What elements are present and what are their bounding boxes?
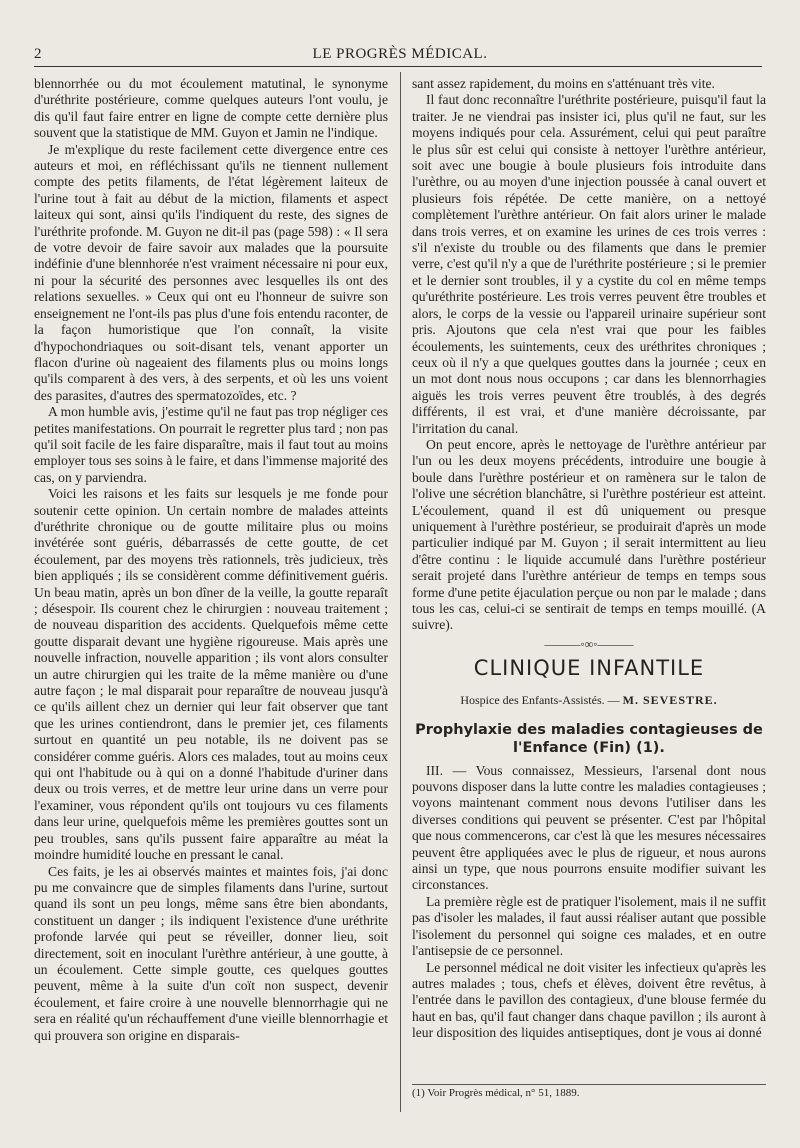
article-title: Prophylaxie des maladies contagieuses de l'Enfance (Fin) (1). [415, 721, 763, 756]
source-line [412, 692, 766, 708]
paragraph: La première règle est de pratiquer l'isolement, mais il ne suffit pas d'isoler les malades, il faut aussi réaliser autant que possible l'isolement du personnel qui soigne ces malades, et en outre l'antisepsie de ce personnel. [412, 893, 766, 959]
paragraph: III. — Vous connaissez, Messieurs, l'arsenal dont nous pouvons disposer dans la lutte contre les maladies contagieuses ; voyons maintenant comment nous devons l'utiliser dans les diverses conditions qui peuvent se présenter. C'est par l'hôpital que nous commencerons, car c'est là que les mesures nécessaires peuvent être appliquées avec le plus de rigueur, et nous aurons ainsi un type, que nous pourrons ensuite modifier suivant les circonstances. [412, 762, 766, 893]
header-rule [34, 66, 762, 67]
left-column [34, 76, 388, 1044]
source-speaker: M. SEVESTRE. [622, 693, 718, 708]
paragraph: sant assez rapidement, du moins en s'atténuant très vite. [412, 76, 715, 91]
page-number: 2 [34, 46, 42, 62]
section-ornament: ———◦∞◦——— [544, 636, 634, 651]
section-title: CLINIQUE INFANTILE [473, 655, 705, 680]
paragraph: Le personnel médical ne doit visiter les infectieux qu'après les autres malades ; tous, chefs et élèves, doivent être revêtus, à l'entrée dans le pavillon des contagieux, d'une blouse fermée du haut en bas, qu'il faut changer dans chaque pavillon ; ils auront à leur disposition des liquides antiseptiques, dont je vous ai donné [412, 959, 766, 1041]
running-head: LE PROGRÈS MÉDICAL. [312, 46, 488, 62]
source-institution: Hospice des Enfants-Assistés. — [460, 693, 620, 708]
paragraph: blennorrhée ou du mot écoulement matutinal, le synonyme d'uréthrite postérieure, comme quelques auteurs l'ont voulu, je dis qu'il faut faire entrer en ligne de compte cette dernière plus souvent que la statistique de MM. Guyon et Jamin ne l'indique. [34, 76, 388, 141]
paragraph: On peut encore, après le nettoyage de l'urèthre antérieur par l'un ou les deux moyens précédents, introduire une bougie à boule dans l'urèthre postérieur et on ramènera sur le talon de l'olive une sécrétion blanchâtre, si l'urèthre postérieur est atteint. L'écoulement, quand il est dû uniquement ou presque uniquement à l'urèthre postérieur, se produirait d'après un mode particulier indiqué par M. Guyon ; il serait intermittent au lieu d'être continu : le liquide accumulé dans l'urèthre postérieur serait projeté dans l'urèthre antérieur de temps en temps sous forme d'une petite éjaculation perçue ou non par le malade ; dans tous les cas, celui-ci se sentirait de temps en temps mouillé. (A suivre). [412, 436, 766, 633]
paragraph: Ces faits, je les ai observés maintes et maintes fois, j'ai donc pu me convaincre que de simples filaments dans l'urine, surtout quand ils sont un peu longs, même sans être bien abondants, constituent un danger ; ils indiquent l'existence d'une uréthrite profonde larvée qui peut se réveiller, donner lieu, soit directement, soit en inoculant l'urèthre antérieur, à une goutte, à un écoulement. Cette simple goutte, ces quelques gouttes peuvent, même à la suite d'un coït non suspect, devenir écoulement, et faire croire à une nouvelle blennorrhagie qui ne sera en réalité qu'un réchauffement d'une vieille blennorrhagie et qui prouvera son origine en disparais- [34, 863, 388, 1043]
paragraph: A mon humble avis, j'estime qu'il ne faut pas trop négliger ces petites manifestations. On pourrait le regretter plus tard ; non pas qu'il soit facile de les faire disparaître, mais il faut tout au moins employer tous ses soins à le faire, et dans l'immense majorité des cas, on y parviendra. [34, 404, 388, 485]
column-divider [400, 72, 401, 1112]
paragraph: Je m'explique du reste facilement cette divergence entre ces auteurs et moi, en réfléchissant qu'ils ne tiennent nullement compte des petits filaments, de l'état légèrement laiteux de l'urine tout à fait au début de la miction, filaments et aspect laiteux qui sont, ainsi qu'ils l'indiquent du reste, des signes de l'uréthrite profonde. M. Guyon ne dit-il pas (page 598) : « Il sera de votre devoir de faire savoir aux malades que la poursuite indéfinie d'une blennhorée n'est vraiment nécessaire ni pour eux, ni pour la sécurité des personnes avec lesquelles ils ont des relations sexuelles. » Ceux qui ont eu l'honneur de suivre son enseignement ne l'ont-ils pas plus d'une fois entendu raconter, de la façon humoristique que l'on connaît, la visite d'hypochondriaques ou soit-disant tels, venant apporter un flacon d'urine où nageaient des filaments plus ou moins longs qu'ils comparent à des vers, à des serpents, et où les uns voient des parasites, d'autres des spermatozoïdes, etc. ? [34, 141, 388, 403]
footnote: (1) Voir Progrès médical, n° 51, 1889. [412, 1084, 766, 1099]
paragraph: Il faut donc reconnaître l'uréthrite postérieure, puisqu'il faut la traiter. Je ne viendrai pas insister ici, plus qu'il ne faut, sur les moyens indiqués pour cela. Assurément, celui qui peut paraître le plus sûr est celui qui consiste à nettoyer l'urèthre antérieur, soit avec une bougie à boule plusieurs fois introduite dans l'urèthre, ou au moyen d'une injection poussée à canal ouvert et plusieurs fois répétée. De cette manière, on a nettoyé complètement l'urèthre antérieur. On fait alors uriner le malade dans trois verres, et on examine les urines de ces trois verres : s'il n'existe du trouble ou des filaments que dans le premier verre, c'est qu'il n'y a que de l'uréthrite postérieure ; si le premier et le dernier sont troubles, il y a cystite du col en même temps qu'uréthrite postérieure. Les trois verres peuvent être troubles et alors, le corps de la vessie ou l'appareil urinaire supérieur sont pris. Ajoutons que cela n'est vrai que pour les faibles écoulements, les suintements, ceux des uréthrites chroniques ; ceux où il n'y a que quelques gouttes dans la journée ; ceux en un mot dont nous nous occupons ; car dans les blennorrhagies aiguës les trois verres peuvent être troublés, à des degrés différents, il est vrai, et d'une manière décroissante, par l'irritation du canal. [412, 92, 766, 436]
right-column [412, 76, 766, 1042]
paragraph: Voici les raisons et les faits sur lesquels je me fonde pour soutenir cette opinion. Un certain nombre de malades atteints d'uréthrite chronique ou de goutte militaire plus ou moins invétérée sont guéris, débarrassés de cette goutte, de cet écoulement, par des moyens très rationnels, très judicieux, très bien appliqués ; ils se considèrent comme définitivement guéris. Un beau matin, après un bon dîner de la veille, la goutte reparaît ; désespoir. Ils courent chez le chirurgien : nouveau traitement ; de nouveau disparition des accidents. Quelquefois même cette goutte disparait devant une hygiène rigoureuse. Mais après une nouvelle infraction, nouvelle apparition ; ils vont alors consulter un autre chirurgien qui les traite de la même manière ou d'une autre façon ; le mal disparait pour reparaître de nouveau jusqu'à ce qu'ils aillent chez un dernier qui leur fait observer que tant que les urines contiendront, dans le premier jet, ces filaments surtout en quantité un peu notable, ils ne doivent pas se considérer comme guéris. Alors ces malades, tout au moins ceux qui ont l'habitude ou à qui on a donné l'habitude d'uriner dans deux ou trois verres, et de mettre leur urine dans un verre pour l'examiner, vous répondent qu'ils ont toujours vu ces filaments dans leur urine, quelquefois même les premières gouttes sont un peu troubles, sans qu'ils pussent faire apparaître au méat la moindre humidité louche en pressant le canal. [34, 486, 388, 863]
